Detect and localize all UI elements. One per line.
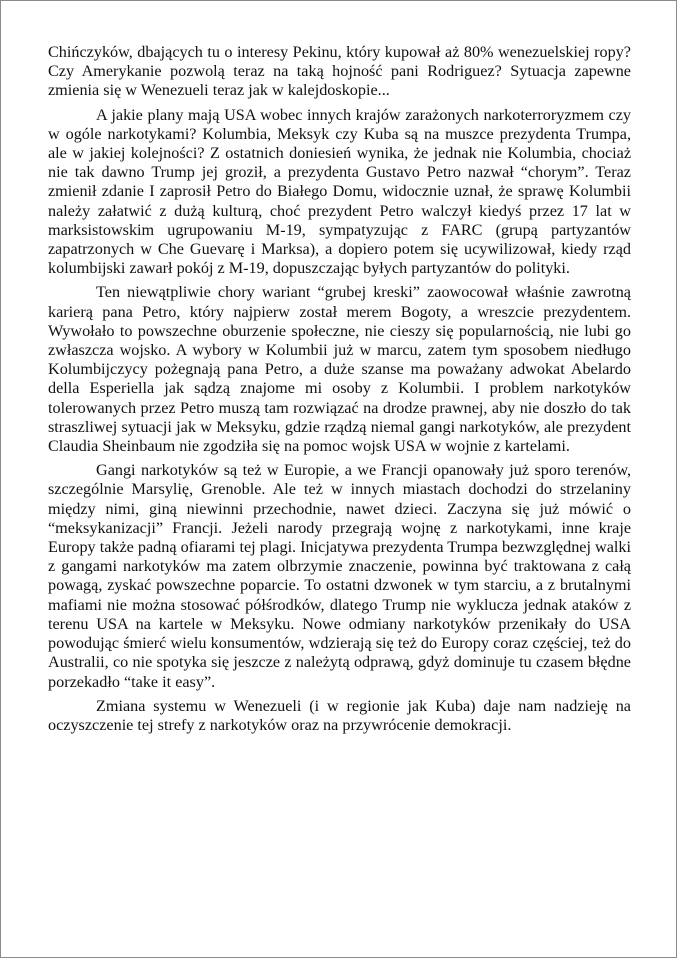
paragraph-petro-career: Ten niewątpliwie chory wariant “grubej kreski” zaowocował właśnie zawrotną karierą pana Petro, który najpierw został merem Bogoty, a wreszcie prezydentem. Wywołało to powszechne oburzenie społeczne, nie cieszy się popularnością, nie lubi go zwłaszcza wojsko. A wybory w Kolumbii już w marcu, zatem tym sposobem niedługo Kolumbijczycy pożegnają pana Petro, a duże szanse ma poważany adwokat Abelardo della Esperiella jak sądzą znajome mi osoby z Kolumbii. I problem narkotyków tolerowanych przez Petro muszą tam rozwiązać na drodze prawnej, aby nie doszło do tak straszliwej sytuacji jak w Meksyku, gdzie rządzą niemal gangi narkotyków, ale prezydent Claudia Sheinbaum nie zgodziła się na pomoc wojsk USA w wojnie z kartelami. (48, 283, 631, 456)
paragraph-usa-plans: A jakie plany mają USA wobec innych krajów zarażonych narkoterroryzmem czy w ogóle narkotykami? Kolumbia, Meksyk czy Kuba są na muszce prezydenta Trumpa, ale w jakiej kolejności? Z ostatnich doniesień wynika, że jednak nie Kolumbia, chociaż nie tak dawno Trump jej groził, a prezydenta Gustavo Petro nazwał “chorym”. Teraz zmienił zdanie I zaprosił Petro do Białego Domu, widocznie uznał, że sprawę Kolumbii należy załatwić z dużą kulturą, choć prezydent Petro walczył kiedyś przez 17 lat w marksistowskim ugrupowaniu M-19, sympatyzując z FARC (grupą partyzantów zapatrzonych w Che Guevarę i Marksa), a dopiero potem się ucywilizował, kiedy rząd kolumbijski zawarł pokój z M-19, dopuszczając byłych partyzantów do polityki. (48, 105, 631, 278)
document-body (48, 43, 631, 740)
paragraph-europe-gangs: Gangi narkotyków są też w Europie, a we Francji opanowały już sporo terenów, szczególnie Marsylię, Grenoble. Ale też w innych miastach dochodzi do strzelaniny między nimi, giną niewinni przechodnie, nawet dzieci. Zaczyna się już mówić o “meksykanizacji” Francji. Jeżeli narody przegrają wojnę z narkotykami, inne kraje Europy także padną ofiarami tej plagi. Inicjatywa prezydenta Trumpa bezwzględnej walki z gangami narkotyków ma zatem olbrzymie znaczenie, powinna być traktowana z całą powagą, zyskać powszechne poparcie. To ostatni dzwonek w tym starciu, a z brutalnymi mafiami nie można stosować półśrodków, dlatego Trump nie wyklucza jednak ataków z terenu USA na kartele w Meksyku. Nowe odmiany narkotyków przenikały do USA powodując śmierć wielu konsumentów, wdzierają się też do Europy coraz częściej, też do Australii, co nie spotyka się jeszcze z należytą odprawą, gdyż dominuje tu czasem błędne porzekadło “take it easy”. (48, 461, 631, 691)
paragraph-conclusion: Zmiana systemu w Wenezueli (i w regionie jak Kuba) daje nam nadzieję na oczyszczenie tej strefy z narkotyków oraz na przywrócenie demokracji. (48, 696, 631, 734)
paragraph-continuation: Chińczyków, dbających tu o interesy Pekinu, który kupował aż 80% wenezuelskiej ropy? Czy Amerykanie pozwolą teraz na taką hojność pani Rodriguez? Sytuacja zapewne zmienia się w Wenezueli teraz jak w kalejdoskopie... (48, 43, 631, 100)
